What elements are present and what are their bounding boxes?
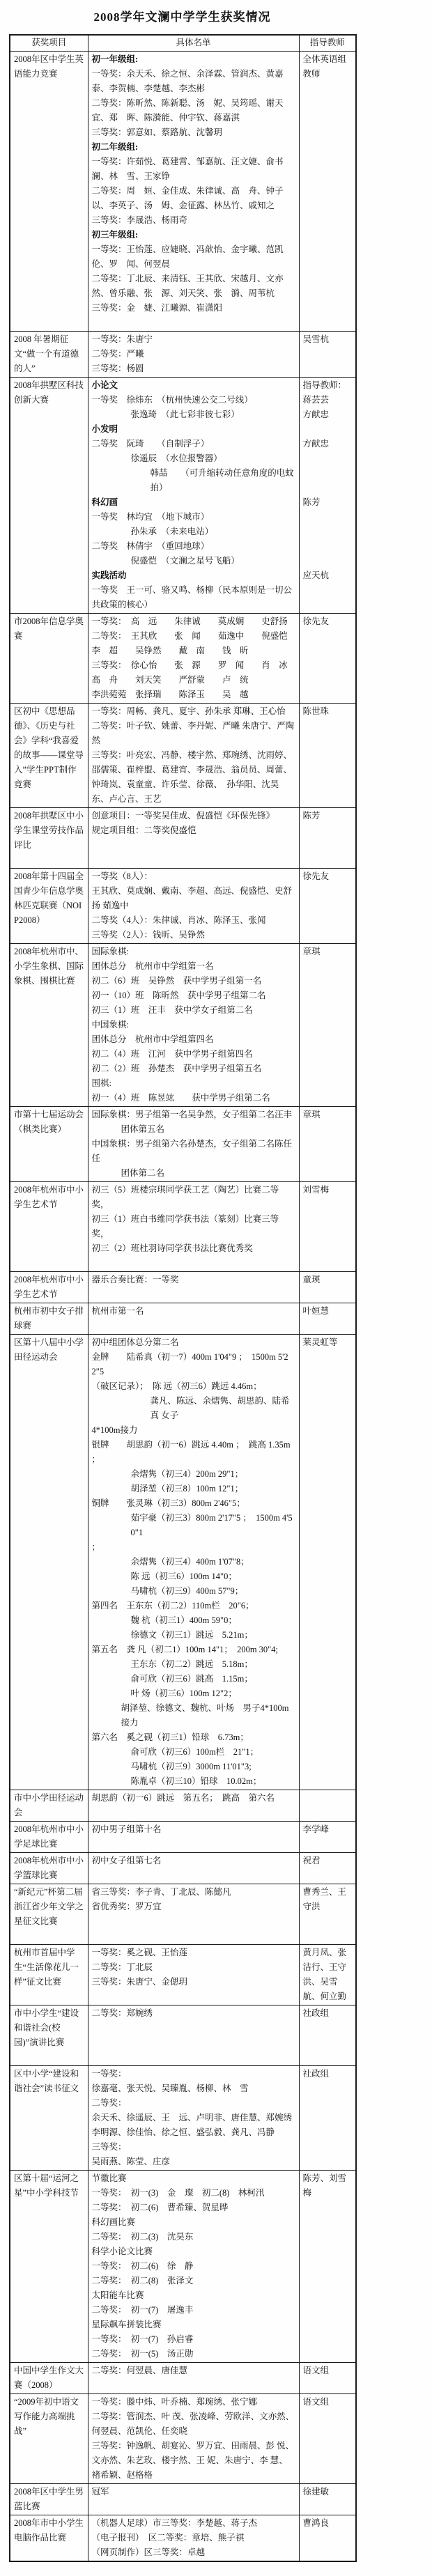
- award-details-cell: [88, 1335, 299, 1790]
- detail-line: 初中女子组第七名: [91, 1856, 162, 1865]
- detail-line: 陈胤卓（初三10）铅球 10.02m；: [130, 1776, 262, 1786]
- table-row: [10, 52, 356, 332]
- detail-line: 三等奖：朱唐宁、金偲玥: [91, 1977, 188, 1987]
- detail-line: 小发明: [91, 424, 118, 434]
- award-details-cell: [88, 704, 299, 808]
- detail-line: 余熠隽（初三4）200m 29"1；: [130, 1469, 244, 1479]
- detail-line: 科幻画: [91, 497, 118, 507]
- detail-line: 一等奖 林均宜 （地下城市）: [91, 512, 210, 522]
- detail-line: 节徽比赛: [91, 2173, 127, 2183]
- table-row: [10, 1335, 356, 1790]
- detail-line: 省优秀奖：罗万宜: [91, 1902, 162, 1911]
- detail-line: （网页制作）区三等奖：卓越: [91, 2547, 206, 2557]
- column-header-project: 获奖项目: [10, 35, 88, 52]
- detail-line: 冠军: [91, 2487, 109, 2497]
- table-row: [10, 2363, 356, 2394]
- detail-line: 倪盛恺 （文澜之星号飞船）: [130, 556, 240, 566]
- award-details-cell: [88, 2515, 299, 2562]
- table-row: [10, 614, 356, 704]
- award-project-cell: 市2008年信息学奥赛: [10, 614, 88, 704]
- detail-line: 中国象棋：男子组第六名孙楚杰，女子组第二名陈任任: [91, 1139, 293, 1163]
- award-details-cell: [88, 378, 299, 614]
- detail-line: 初二（6）班 吴铮然 获中学男子组第一名: [91, 976, 262, 986]
- detail-line: 一等奖： 初一(7) 孙启睿: [91, 2334, 194, 2344]
- detail-line: 一等奖： 初一(3) 金 璨 初二(8) 林柯汛: [91, 2188, 265, 2198]
- detail-line: 俞可欣（初三6）100m栏 21"1；: [130, 1747, 259, 1757]
- detail-line: 实践活动: [91, 571, 127, 580]
- detail-line: 初中组团体总分第二名: [91, 1337, 179, 1347]
- award-project-cell: “2009年初中语文写作能力高端挑战”: [10, 2394, 88, 2484]
- award-project-cell: 市中小学田径运动会: [10, 1790, 88, 1822]
- award-project-cell: 2008 年暑期征文“做一个有道德的人”: [10, 332, 88, 378]
- detail-line: 一等奖：滕中炜、叶乔楠、郑琬绣、张宁娜: [91, 2397, 258, 2407]
- table-row: [10, 1303, 356, 1335]
- detail-line: 三等奖：郭意如、蔡路航、沈馨玥: [91, 127, 223, 137]
- detail-line: 三等奖：钟逸帆、胡宴沁、罗万宜、田雨晨、彭 悦、文亦然、朱艺玫、楼宇然、王 妮、朱唐宁、李 慧、褚希颖、赵格格: [91, 2441, 295, 2480]
- teacher-cell: [299, 1945, 356, 2005]
- detail-line: 初二年级组:: [91, 142, 139, 152]
- detail-line: 三等奖：: [91, 2142, 127, 2152]
- detail-line: 规定项目组：二等奖倪盛恺: [91, 825, 196, 835]
- teacher-cell: [299, 614, 356, 704]
- detail-line: [92, 1256, 295, 1271]
- detail-line: 马啸杭（初三9）3000m 11'01"3;: [130, 1762, 252, 1771]
- teacher-line: [303, 451, 353, 466]
- teacher-cell: [299, 1822, 356, 1853]
- detail-line: 一等奖： 高 远 朱律诚 莫成娴 史舒扬: [91, 616, 288, 626]
- award-details-cell: [88, 944, 299, 1107]
- teacher-line: 莱灵虹等: [302, 1337, 338, 1347]
- award-details-cell: [88, 614, 299, 704]
- award-details-cell: [88, 332, 299, 378]
- detail-line: 王其欣、莫成娴、戴南、李超、高远、倪盛恺、史舒扬 茹逸中: [91, 886, 293, 910]
- detail-line: 国际象棋：男子组第一名吴争然，女子组第二名汪丰: [91, 1110, 293, 1119]
- header-row: [10, 35, 356, 52]
- detail-line: ；: [91, 1454, 101, 1464]
- detail-line: 杭州市第一名: [91, 1306, 144, 1316]
- teacher-cell: [299, 1335, 356, 1790]
- detail-line: 二等奖： 初二(6) 曹希臻、贺星晔: [91, 2203, 229, 2212]
- teacher-line: 应天杭: [302, 571, 330, 580]
- detail-line: 团体第五名: [121, 1124, 165, 1134]
- detail-line: 二等奖：何翌晨、唐佳慧: [91, 2366, 188, 2375]
- detail-line: 一等奖：余天禾、徐之恒、余泽霖、管润杰、黄嘉泰、李贺楠、李楚越、李杰彬: [91, 69, 284, 93]
- teacher-line: 曹秀兰、王守洪: [302, 1887, 347, 1911]
- teacher-line: 全体英语组教师: [302, 54, 347, 79]
- teacher-line: [303, 466, 353, 481]
- detail-line: 龚凡、陈远、余熠隽、胡思韵、陆希真 女子: [150, 1396, 290, 1420]
- detail-line: ；: [91, 1542, 101, 1552]
- detail-line: 第四名 王东东（初二2）110m栏 20"6；: [91, 1601, 254, 1611]
- table-row: [10, 378, 356, 614]
- detail-line: 二等奖： 初一(5) 汤正勋: [91, 2349, 194, 2359]
- detail-line: 马啸杭（初三9）400m 57"9；: [130, 1586, 244, 1596]
- award-project-cell: 2008年第十四届全国青少年信息学奥林匹克联赛（NOIP2008）: [10, 869, 88, 944]
- detail-line: 三等奖：金 婕、江曦源、崔潇阳: [91, 303, 223, 313]
- detail-line: 孙朱承 （未来电站）: [130, 527, 214, 536]
- table-row: [10, 869, 356, 944]
- teacher-line: 童瑛: [302, 1275, 321, 1285]
- award-project-cell: 市第十七届运动会（棋类比赛）: [10, 1107, 88, 1182]
- award-details-cell: [88, 869, 299, 944]
- detail-line: 一等奖： 初二(6) 徐 静: [91, 2261, 194, 2271]
- award-details-cell: [88, 1884, 299, 1945]
- teacher-line: [303, 422, 353, 437]
- detail-line: [92, 1287, 295, 1302]
- table-row: [10, 2066, 356, 2171]
- detail-line: 4*100m接力: [91, 1425, 138, 1435]
- detail-line: 团体总分 杭州市中学组第四名: [91, 1034, 214, 1044]
- table-row: [10, 1790, 356, 1822]
- detail-line: 胡泽堃（初三8）100m 12"1；: [130, 1484, 244, 1493]
- teacher-cell: [299, 2394, 356, 2484]
- teacher-line: 陈芳: [302, 497, 321, 507]
- detail-line: [92, 2050, 295, 2065]
- detail-line: 二等奖：周 姮、金佳成、朱律诚、高 舟、钟子以、李英子、汤 姆、金征露、林丛竹、戚知之: [91, 186, 284, 210]
- detail-line: 韩喆 （可升缩转动任意角度的电蚊拍）: [150, 468, 294, 492]
- table-row: [10, 2515, 356, 2562]
- detail-line: 铜牌 张灵琳（初三3）800m 2'46"5；: [91, 1498, 245, 1508]
- teacher-cell: [299, 2363, 356, 2394]
- detail-line: 初三（1）班白书维同学获书法（篆刻）比赛三等奖，: [91, 1214, 279, 1239]
- teacher-line: 方献忠: [302, 439, 330, 449]
- teacher-cell: [299, 1303, 356, 1335]
- teacher-cell: [299, 2171, 356, 2363]
- teacher-line: [303, 539, 353, 554]
- teacher-cell: [299, 378, 356, 614]
- award-project-cell: 2008年区中学生英语能力竞赛: [10, 52, 88, 332]
- detail-line: [92, 1806, 295, 1820]
- award-project-cell: 2008年区中学生男蓝比赛: [10, 2484, 88, 2515]
- detail-line: 器乐合奏比赛：一等奖: [91, 1275, 179, 1285]
- detail-line: 小论文: [91, 380, 118, 390]
- award-details-cell: [88, 1272, 299, 1303]
- column-header-details: 具体名单: [88, 35, 299, 52]
- detail-line: 余熠隽（初三4）400m 1'07"8；: [130, 1557, 249, 1567]
- detail-line: 一等奖 徐炜东 （杭州快速公交二号线）: [91, 395, 253, 405]
- detail-line: 科学小论文比赛: [91, 2247, 153, 2256]
- detail-line: 吴雨燕、陈莹、庄彦: [91, 2157, 171, 2166]
- detail-line: 三等奖：杨圆: [91, 364, 144, 373]
- detail-line: 一等奖：朱唐宁: [91, 334, 153, 344]
- teacher-line: 徐先友: [302, 616, 330, 626]
- detail-line: 陈 远（初三6）100m 14"0；: [130, 1572, 237, 1581]
- table-row: [10, 2171, 356, 2363]
- detail-line: 围棋:: [91, 1078, 111, 1088]
- award-project-cell: 2008年拱墅区中小学生课堂劳技作品评比: [10, 808, 88, 869]
- teacher-line: 曹鸿良: [302, 2518, 330, 2528]
- detail-line: 二等奖：管润杰、叶 茂、张凌峰、劳欧洋、文亦然、何翌晨、范凯伦、任奕晓: [91, 2412, 295, 2436]
- teacher-line: 黄月凤、张洁行、王守洪、吴雪航、何立勤: [302, 1948, 347, 2001]
- detail-line: 二等奖：郑婉绣: [91, 2008, 153, 2018]
- detail-line: 二等奖：: [91, 2098, 127, 2108]
- detail-line: 二等奖 阮琦 （自制浮子）: [91, 439, 210, 449]
- detail-line: 王东东（初二2）跳远 5.18m；: [130, 1659, 253, 1669]
- teacher-line: [303, 554, 353, 568]
- teacher-cell: [299, 1884, 356, 1945]
- teacher-line: 吴雪杭: [302, 334, 330, 344]
- teacher-cell: [299, 52, 356, 332]
- detail-line: 初二（4）班 江河 获中学男子组第四名: [91, 1049, 253, 1059]
- award-project-cell: 区初中《思想品德》、《历史与社会》学科“我喜爱的故事——课堂导入”学生PPT制作竞赛: [10, 704, 88, 808]
- award-details-cell: [88, 2394, 299, 2484]
- detail-line: 二等奖 林倩宇 （重回地球）: [91, 541, 210, 551]
- award-details-cell: [88, 2484, 299, 2515]
- table-row: [10, 1107, 356, 1182]
- detail-line: 叶 炀（初三6）100m 12"2；: [130, 1689, 237, 1698]
- award-project-cell: 区第十届“运河之星”中小学科技节: [10, 2171, 88, 2363]
- detail-line: 一等奖：王怡莲、应婕晓、冯歆怡、金宇曦、范凯伦、罗 闻、何翌晨: [91, 245, 284, 269]
- detail-line: 二等奖：严曦: [91, 349, 144, 359]
- teacher-cell: [299, 2484, 356, 2515]
- detail-line: 第五名 龚 凡（初二1）100m 14"1； 200m 30"4;: [91, 1645, 278, 1654]
- detail-line: 胡泽堃、徐德文、魏杭、叶炀 男子4*100m接力: [121, 1703, 289, 1728]
- teacher-line: [303, 510, 353, 525]
- detail-line: 二等奖（4人）：朱律诚、肖冰、陈泽玉、张闻: [91, 915, 266, 925]
- award-project-cell: 区中小学“建设和谐社会”读书征文: [10, 2066, 88, 2171]
- detail-line: 一等奖 王一可、骆又鸣、杨柳（民本原则是一切公共政策的核心）: [91, 585, 293, 610]
- detail-line: 初三（5）班楼宗琪同学获工艺（陶艺）比赛二等奖，: [91, 1185, 279, 1209]
- table-row: [10, 2484, 356, 2515]
- detail-line: 胡思韵（初一6）跳远 第五名； 跳高 第六名: [91, 1793, 275, 1803]
- detail-line: 张逸琦 （此七彩非彼七彩）: [130, 410, 240, 419]
- detail-line: 二等奖：叶子钦、姚蕾、李丹妮、严曦 朱唐宁、严陶然: [91, 721, 295, 745]
- teacher-cell: [299, 2005, 356, 2066]
- detail-line: 初一年级组:: [91, 54, 139, 64]
- detail-line: 俞可欣（初三6）跳高 1.15m；: [130, 1674, 253, 1684]
- detail-line: 创意项目：一等奖吴佳成、倪盛恺《环保先锋》: [91, 811, 275, 821]
- award-project-cell: 中国中学生作文大赛（2008）: [10, 2363, 88, 2394]
- award-details-cell: [88, 1790, 299, 1822]
- table-row: [10, 1822, 356, 1853]
- table-row: [10, 1945, 356, 2005]
- detail-line: 太阳能车比赛: [91, 2290, 144, 2300]
- detail-line: 茹宇豪（初三3）800m 2'17"5 ； 1500m 4'50"1: [130, 1513, 293, 1537]
- detail-line: 二等奖： 初二(8) 张泽文: [91, 2276, 194, 2286]
- awards-table-body: [10, 52, 356, 2562]
- teacher-line: 蒋芸芸: [302, 395, 330, 405]
- award-details-cell: [88, 808, 299, 869]
- detail-line: 科幻画比赛: [91, 2217, 136, 2227]
- column-header-teacher: 指导教师: [299, 35, 356, 52]
- detail-line: 二等奖：丁北辰: [91, 1962, 153, 1972]
- detail-line: 团体第二名: [121, 1168, 165, 1178]
- detail-line: [92, 853, 295, 867]
- table-row: [10, 1182, 356, 1272]
- teacher-line: 徐先友: [302, 871, 330, 881]
- teacher-cell: [299, 704, 356, 808]
- detail-line: 二等奖：陈昕然、陈新聪、汤 妮、吴筠瑶、谢天宜、郑 晖、陈漪能、仲宇钦、蒋嘉淇: [91, 98, 284, 123]
- award-details-cell: [88, 2363, 299, 2394]
- teacher-cell: [299, 1790, 356, 1822]
- award-project-cell: 杭州市初中女子排球赛: [10, 1303, 88, 1335]
- award-details-cell: [88, 1303, 299, 1335]
- teacher-cell: [299, 332, 356, 378]
- detail-line: 初中男子组第十名: [91, 1824, 162, 1834]
- teacher-cell: [299, 2066, 356, 2171]
- teacher-line: 祝君: [302, 1856, 321, 1865]
- teacher-line: [303, 525, 353, 539]
- teacher-cell: [299, 869, 356, 944]
- detail-line: 李明源、徐佳怡、徐之恒、盛弘毅、龚凡、冯静: [91, 2127, 275, 2137]
- table-row: [10, 2394, 356, 2484]
- detail-line: 三等奖：叶亮宏、冯静、楼宇然、郑琬绣、沈雨婷、邵儒策、崔梓盟、葛建宵、李晟浩、翁员员、周蕾、钟琦岚、袁童童、许乐莹、徐薇、 孙华阳、沈昊东、卢心言、王艺: [91, 750, 293, 804]
- award-details-cell: [88, 52, 299, 332]
- teacher-line: 徐建敏: [302, 2487, 330, 2497]
- table-row: [10, 1272, 356, 1303]
- award-details-cell: [88, 1822, 299, 1853]
- teacher-cell: [299, 944, 356, 1107]
- detail-line: 一等奖：: [91, 2069, 127, 2079]
- detail-line: 金牌 陆希真（初一7）400m 1'04"9 ； 1500m 5'22"5: [91, 1352, 288, 1376]
- teacher-line: 语文组: [302, 2397, 330, 2407]
- table-row: [10, 944, 356, 1107]
- table-row: [10, 1853, 356, 1884]
- teacher-cell: [299, 1107, 356, 1182]
- award-project-cell: “新纪元”杯第二届浙江省少年文学之星征文比赛: [10, 1884, 88, 1945]
- teacher-line: 叶姮慧: [302, 1306, 330, 1316]
- detail-line: 一等奖：奚之砚、王怡莲: [91, 1948, 188, 1957]
- teacher-line: 刘雪梅: [302, 1185, 330, 1195]
- detail-line: 徐嘉毫、张天悦、吴臻胤、杨柳、林 雪: [91, 2084, 249, 2093]
- teacher-cell: [299, 808, 356, 869]
- detail-line: [92, 2499, 295, 2514]
- detail-line: 三等奖（2人）：钱昕、吴铮然: [91, 930, 206, 940]
- detail-line: （破区记录）； 陈 远（初三6）跳远 4.46m；: [91, 1381, 262, 1391]
- detail-line: [92, 2021, 295, 2035]
- teacher-cell: [299, 1853, 356, 1884]
- teacher-line: 章琪: [302, 947, 321, 956]
- detail-line: 团体总分 杭州市中学组第一名: [91, 961, 214, 971]
- teacher-line: [303, 481, 353, 495]
- teacher-line: 章琪: [302, 1110, 321, 1119]
- detail-line: [92, 1868, 295, 1883]
- detail-line: 中国象棋:: [91, 1020, 129, 1030]
- detail-line: 初三（1）班 汪丰 获中学女子组第二名: [91, 1005, 253, 1015]
- detail-line: 一等奖：许茹悦、葛建霄、邹嘉航、汪文婕、俞书澜、林 雪、王家铮: [91, 157, 284, 181]
- detail-line: 三等奖：李晟浩、杨雨奇: [91, 215, 188, 225]
- award-details-cell: [88, 2066, 299, 2171]
- awards-table-header: [10, 35, 356, 52]
- teacher-cell: [299, 1272, 356, 1303]
- award-project-cell: 2008年杭州市中小学生艺术节: [10, 1272, 88, 1303]
- teacher-cell: [299, 2515, 356, 2562]
- award-project-cell: 2008年杭州市中小学生艺术节: [10, 1182, 88, 1272]
- teacher-line: 语文组: [302, 2366, 330, 2375]
- detail-line: [92, 1929, 295, 1943]
- detail-line: 第六名 奚之砚（初三1）铅球 6.73m；: [91, 1732, 249, 1742]
- award-details-cell: [88, 1107, 299, 1182]
- detail-line: 余天禾、徐遥辰、王 远、卢明非、唐佳慧、郑婉绣: [91, 2113, 293, 2123]
- award-project-cell: 杭州市首届中学生“生活像花儿一样”征文比赛: [10, 1945, 88, 2005]
- teacher-line: 陈芳、刘雪梅: [302, 2173, 347, 2198]
- award-project-cell: 区第十八届中小学田径运动会: [10, 1335, 88, 1790]
- award-details-cell: [88, 2005, 299, 2066]
- table-row: [10, 808, 356, 869]
- table-row: [10, 1884, 356, 1945]
- teacher-line: 指导教师：: [302, 380, 347, 390]
- detail-line: [92, 1837, 295, 1852]
- detail-line: 初三（2）班杜羽诗同学获书法比赛优秀奖: [91, 1243, 253, 1253]
- page-title: 2008学年文澜中学学生获奖情况: [93, 10, 271, 24]
- detail-line: 初二（2）班 孙楚杰 获中学男子组第五名: [91, 1064, 262, 1073]
- award-project-cell: 市中小学生“建设和谐社会(校园)”演讲比赛: [10, 2005, 88, 2066]
- detail-line: 魏 杭（初三1）400m 59"0；: [130, 1615, 237, 1625]
- teacher-line: 李学峰: [302, 1824, 330, 1834]
- award-project-cell: 2008年市中小学生电脑作品比赛: [10, 2515, 88, 2562]
- award-details-cell: [88, 2171, 299, 2363]
- award-project-cell: 2008年拱墅区科技创新大赛: [10, 378, 88, 614]
- detail-line: 高 舟 刘天笑 严舒蒙 卢 统: [91, 675, 249, 685]
- detail-line: 一等奖（8人）：: [91, 871, 153, 881]
- detail-line: 银牌 胡思韵（初一6）跳远 4.40m ； 跳高 1.35m: [91, 1440, 291, 1450]
- table-row: [10, 332, 356, 378]
- award-details-cell: [88, 1945, 299, 2005]
- detail-line: 省三等奖：李子青、丁北辰、陈懿凡: [91, 1887, 231, 1897]
- detail-line: 初一（10）班 陈昕然 获中学男子组第二名: [91, 991, 266, 1000]
- detail-line: [92, 1914, 295, 1929]
- detail-line: 徐德文（初三1）跳远 5.21m；: [130, 1630, 253, 1640]
- detail-line: 国际象棋:: [91, 947, 129, 956]
- teacher-line: 陈世珠: [302, 706, 330, 716]
- teacher-line: 社政组: [302, 2069, 330, 2079]
- detail-line: [92, 2378, 295, 2393]
- awards-table: [9, 34, 357, 2562]
- teacher-line: 社政组: [302, 2008, 330, 2018]
- award-project-cell: 2008年杭州市中小学篮球比赛: [10, 1853, 88, 1884]
- detail-line: 二等奖： 初一(7) 屠逸丰: [91, 2305, 194, 2315]
- detail-line: 三等奖： 徐心怡 张 源 罗 闻 肖 冰: [91, 660, 288, 670]
- teacher-line: 陈芳: [302, 811, 321, 821]
- detail-line: 李 超 吴铮然 戴 南 钱 昕: [91, 646, 249, 655]
- teacher-cell: [299, 1182, 356, 1272]
- detail-line: [92, 2035, 295, 2050]
- detail-line: （机器人足球）市三等奖：李楚越、蒋子杰: [91, 2518, 258, 2528]
- award-project-cell: 2008年杭州市中小学足球比赛: [10, 1822, 88, 1853]
- table-row: [10, 2005, 356, 2066]
- detail-line: 星际飙车拼装比赛: [91, 2320, 162, 2329]
- detail-line: 徐遥辰 （水位报警器）: [130, 453, 222, 463]
- award-project-cell: 2008年杭州市中、小学生象棋、国际象棋、围棋比赛: [10, 944, 88, 1107]
- award-details-cell: [88, 1182, 299, 1272]
- teacher-line: 方献忠: [302, 410, 330, 419]
- table-row: [10, 704, 356, 808]
- detail-line: 李洪菀菀 张择瑞 陈泽玉 吴 越: [91, 690, 249, 699]
- detail-line: 一等奖：周畅、龚凡、夏宇、孙朱承 郑琳、王心怡: [91, 706, 286, 716]
- detail-line: （电子报刊） 区二等奖：章培、熊子祺: [91, 2533, 245, 2543]
- detail-line: 初三年级组:: [91, 230, 139, 240]
- award-details-cell: [88, 1853, 299, 1884]
- detail-line: [92, 838, 295, 853]
- detail-line: 二等奖：丁北辰、来清钰、王其欣、宋越月、文亦然、曾乐融、张 源、刘天笑、张 漪、周苇杭: [91, 274, 284, 298]
- detail-line: [92, 1989, 295, 2004]
- detail-line: 二等奖： 王其欣 张 闻 茹逸中 倪盛恺: [91, 631, 288, 641]
- detail-line: 初一（4）班 陈昱竑 获中学男子组第二名: [91, 1093, 270, 1103]
- detail-line: [92, 316, 295, 330]
- detail-line: 二等奖： 初二(3) 沈昊东: [91, 2232, 194, 2242]
